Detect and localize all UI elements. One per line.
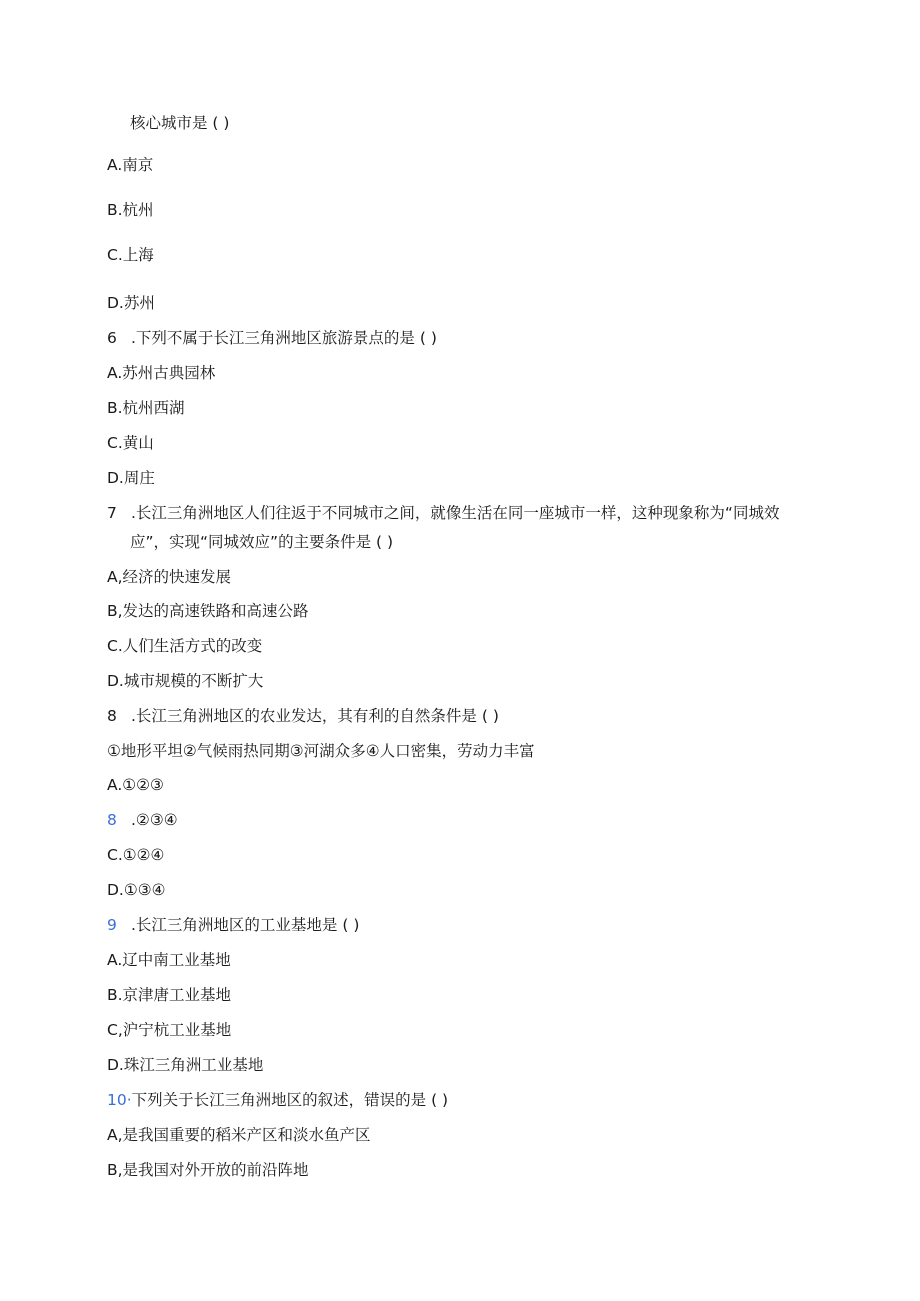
q7-stem-line2: 应”，实现“同城效应”的主要条件是 ( ) [130,533,394,551]
q10-stem-text: 下列关于长江三角洲地区的叙述，错误的是 ( ) [131,1091,449,1109]
q10-option-b: B,是我国对外开放的前沿阵地 [107,1161,309,1179]
q9-option-a: A.辽中南工业基地 [107,951,231,969]
q7-stem [107,503,779,523]
q6-number: 6 [107,329,117,347]
q5-option-b: B.杭州 [107,201,154,219]
q8-number: 8 [107,707,117,725]
q7-stem-line1: .长江三角洲地区人们往返于不同城市之间，就像生活在同一座城市一样，这种现象称为“同城效 [131,504,780,522]
q7-option-d: D.城市规模的不断扩大 [107,672,264,690]
q9-option-b: B.京津唐工业基地 [107,986,232,1004]
q5-option-d: D.苏州 [107,294,155,312]
q7-number: 7 [107,504,117,522]
q8-stem [107,706,499,726]
q9-stem-text: .长江三角洲地区的工业基地是 ( ) [131,916,360,934]
q9-option-c: C,沪宁杭工业基地 [107,1021,232,1039]
q5-option-a: A.南京 [107,156,154,174]
q8-option-b-text: .②③④ [131,811,178,829]
q8-option-d: D.①③④ [107,881,166,899]
q5-stem-tail: 核心城市是 ( ) [130,114,230,132]
q10-stem [107,1090,448,1110]
q8-option-c: C.①②④ [107,846,165,864]
q8-option-a: A.①②③ [107,776,164,794]
q6-option-d: D.周庄 [107,469,155,487]
q8-stem-text: .长江三角洲地区的农业发达，其有利的自然条件是 ( ) [131,707,499,725]
q6-option-c: C.黄山 [107,434,154,452]
q5-option-c: C.上海 [107,246,154,264]
q7-option-c: C.人们生活方式的改变 [107,637,263,655]
q10-number: 10· [107,1091,132,1109]
q6-option-a: A.苏州古典园林 [107,364,216,382]
q6-option-b: B.杭州西湖 [107,399,185,417]
q9-number: 9 [107,916,117,934]
q8-conditions: ①地形平坦②气候雨热同期③河湖众多④人口密集，劳动力丰富 [107,742,535,760]
q10-option-a: A,是我国重要的稻米产区和淡水鱼产区 [107,1126,371,1144]
q9-stem [107,915,359,935]
q8-option-b [107,810,178,830]
q8-option-b-number: 8 [107,811,117,829]
q7-option-a: A,经济的快速发展 [107,568,232,586]
q7-option-b: B,发达的高速铁路和高速公路 [107,602,309,620]
q6-stem [107,328,437,348]
q6-stem-text: .下列不属于长江三角洲地区旅游景点的是 ( ) [131,329,437,347]
q9-option-d: D.珠江三角洲工业基地 [107,1056,264,1074]
